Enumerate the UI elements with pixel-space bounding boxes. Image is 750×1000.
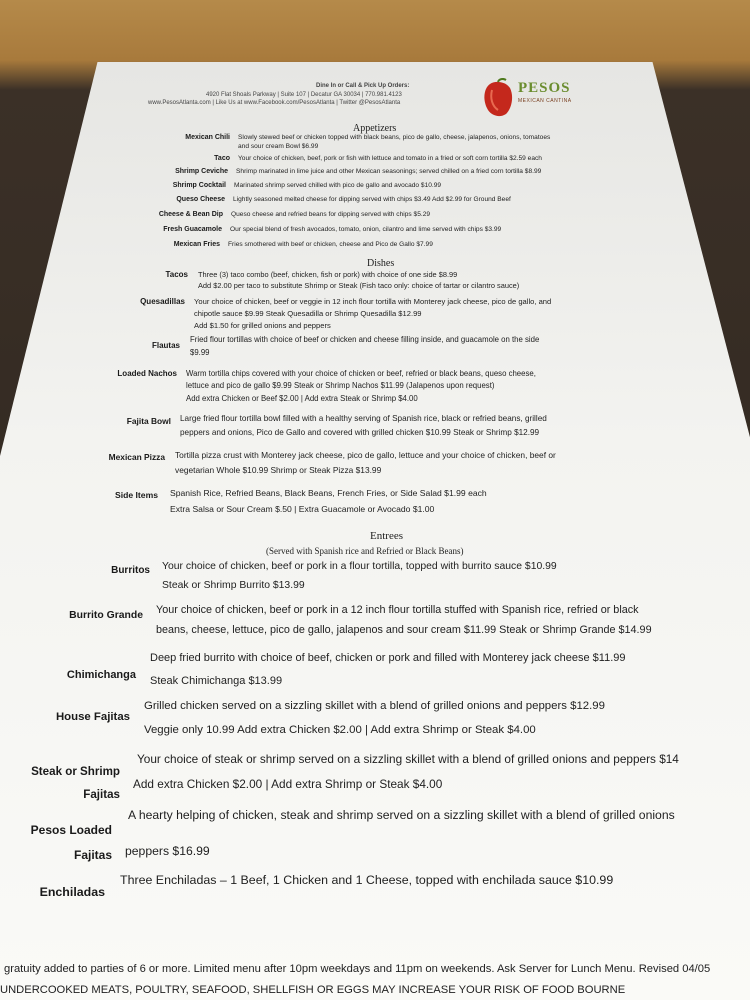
item-description: Add extra Chicken $2.00 | Add extra Shrimp or Steak $4.00 [133,777,443,791]
item-description: Our special blend of fresh avocados, tomato, onion, cilantro and lime served with chips $3.99 [230,226,502,233]
item-name: Mexican Fries [173,241,220,248]
item-description: Your choice of steak or shrimp served on a sizzling skillet with a blend of grilled onions and peppers $14 [137,752,679,766]
item-description: Add $1.50 for grilled onions and peppers [194,321,331,330]
entrees-heading: Entrees [370,530,403,542]
item-name: Shrimp Ceviche [175,168,228,175]
web-text: www.PesosAtlanta.com | Like Us at www.Facebook.com/PesosAtlanta | Twitter @PesosAtlanta [148,100,401,106]
item-description: Three Enchiladas – 1 Beef, 1 Chicken and 1 Cheese, topped with enchilada sauce $10.99 [120,873,614,887]
item-name: Shrimp Cocktail [172,182,226,189]
item-description: Fried flour tortillas with choice of beef or chicken and cheese filling inside, and guacamole on the side [190,335,540,344]
item-description: Steak Chimichanga $13.99 [150,675,283,687]
item-description: Lightly seasoned melted cheese for dipping served with chips $3.49 Add $2.99 for Ground Beef [233,196,511,203]
item-description: Shrimp marinated in lime juice and other Mexican seasonings; served chilled on a fried corn tortilla $8.99 [236,168,542,175]
item-description: Your choice of chicken, beef or veggie in 12 inch flour tortilla with Monterey jack cheese, pico de gallo, and [194,297,552,306]
footer-policy-text: gratuity added to parties of 6 or more. Limited menu after 10pm weekdays and 11pm on weekends. Ask Server for Lunch Menu. Revised 04/05 [4,963,711,975]
item-name: Tacos [165,270,188,279]
item-name: Side Items [115,490,158,500]
item-description: Your choice of chicken, beef, pork or fish with lettuce and tomato in a fried or soft corn tortilla $2.59 each [238,155,542,162]
item-description: Your choice of chicken, beef or pork in a 12 inch flour tortilla stuffed with Spanish rice, refried or black [156,604,639,616]
appetizers-heading: Appetizers [353,123,397,134]
item-description: beans, cheese, lettuce, pico de gallo, jalapenos and sour cream $11.99 Steak or Shrimp Grande $14.99 [156,624,652,636]
item-description: Three (3) taco combo (beef, chicken, fish or pork) with choice of one side $8.99 [198,270,458,279]
item-name: Pesos Loaded [30,823,112,837]
entrees-subtitle: (Served with Spanish rice and Refried or Black Beans) [266,546,464,556]
item-name: Enchiladas [39,885,105,899]
item-name: Chimichanga [66,669,136,681]
item-name: Flautas [151,341,180,350]
item-description: Extra Salsa or Sour Cream $.50 | Extra Guacamole or Avocado $1.00 [170,504,435,514]
item-description: Deep fried burrito with choice of beef, chicken or pork and filled with Monterey jack cheese $11.99 [150,652,626,664]
item-description: Queso cheese and refried beans for dipping served with chips $5.29 [231,211,431,218]
item-name: Steak or Shrimp [31,765,120,778]
item-description: Add extra Chicken or Beef $2.00 | Add extra Steak or Shrimp $4.00 [186,394,418,403]
item-name: Quesadillas [140,297,185,306]
item-name: Mexican Pizza [108,452,165,462]
item-description: Add $2.00 per taco to substitute Shrimp or Steak (Fish taco only: choice of tartar or cilantro sauce) [198,281,520,290]
item-description: $9.99 [190,348,210,357]
logo-subtitle: MEXICAN CANTINA [518,98,572,104]
item-description: Tortilla pizza crust with Monterey jack cheese, pico de gallo, lettuce and your choice of chicken, beef or [175,450,556,460]
item-description: Spanish Rice, Refried Beans, Black Beans, French Fries, or Side Salad $1.99 each [170,488,487,498]
item-description: A hearty helping of chicken, steak and shrimp served on a sizzling skillet with a blend of grilled onions [128,808,675,822]
item-description: peppers and onions, Pico de Gallo and covered with grilled chicken $10.99 Steak or Shrimp $12.99 [180,428,540,437]
item-description: Veggie only 10.99 Add extra Chicken $2.00 | Add extra Shrimp or Steak $4.00 [144,724,536,736]
address-text: 4920 Flat Shoals Parkway | Suite 107 | Decatur GA 30034 | 770.981.4123 [206,92,402,98]
logo-wordmark: PESOS [518,80,571,96]
item-name: Loaded Nachos [117,369,177,378]
item-name: Queso Cheese [176,196,225,203]
item-description: Warm tortilla chips covered with your choice of chicken or beef, refried or black beans, queso cheese, [186,369,536,378]
item-description: chipotle sauce $9.99 Steak Quesadilla or Shrimp Quesadilla $12.99 [194,309,422,318]
item-name: Burrito Grande [69,610,143,621]
item-name: Burritos [111,565,150,576]
item-name: Fresh Guacamole [163,226,222,233]
dishes-heading: Dishes [367,258,395,269]
footer-warning-text: UNDERCOOKED MEATS, POULTRY, SEAFOOD, SHELLFISH OR EGGS MAY INCREASE YOUR RISK OF FOOD BOURNE [0,984,626,996]
item-description: Grilled chicken served on a sizzling skillet with a blend of grilled onions and peppers $12.99 [144,700,605,712]
item-description: lettuce and pico de gallo $9.99 Steak or Shrimp Nachos $11.99 (Jalapenos upon request) [186,381,495,390]
item-name-line2: Fajitas [83,788,120,801]
item-name: House Fajitas [55,711,130,723]
item-name: Cheese & Bean Dip [158,211,223,218]
item-description: and sour cream Bowl $6.99 [238,143,319,150]
item-description: Slowly stewed beef or chicken topped with black beans, pico de gallo, cheese, jalapenos, onions, tomatoes [238,134,551,141]
item-description: peppers $16.99 [125,844,210,858]
item-name: Fajita Bowl [126,416,171,426]
item-description: Your choice of chicken, beef or pork in a flour tortilla, topped with burrito sauce $10.99 [162,561,557,572]
dine-in-text: Dine In or Call & Pick Up Orders: [316,83,410,89]
item-name-line2: Fajitas [73,848,112,862]
item-name: Taco [214,155,230,162]
item-name: Mexican Chili [185,134,230,141]
item-description: vegetarian Whole $10.99 Shrimp or Steak Pizza $13.99 [175,465,382,475]
item-description: Steak or Shrimp Burrito $13.99 [162,580,305,591]
item-description: Fries smothered with beef or chicken, cheese and Pico de Gallo $7.99 [228,241,433,248]
item-description: Large fried flour tortilla bowl filled with a healthy serving of Spanish rice, black or refried beans, grilled [180,414,547,423]
item-description: Marinated shrimp served chilled with pico de gallo and avocado $10.99 [234,182,442,189]
